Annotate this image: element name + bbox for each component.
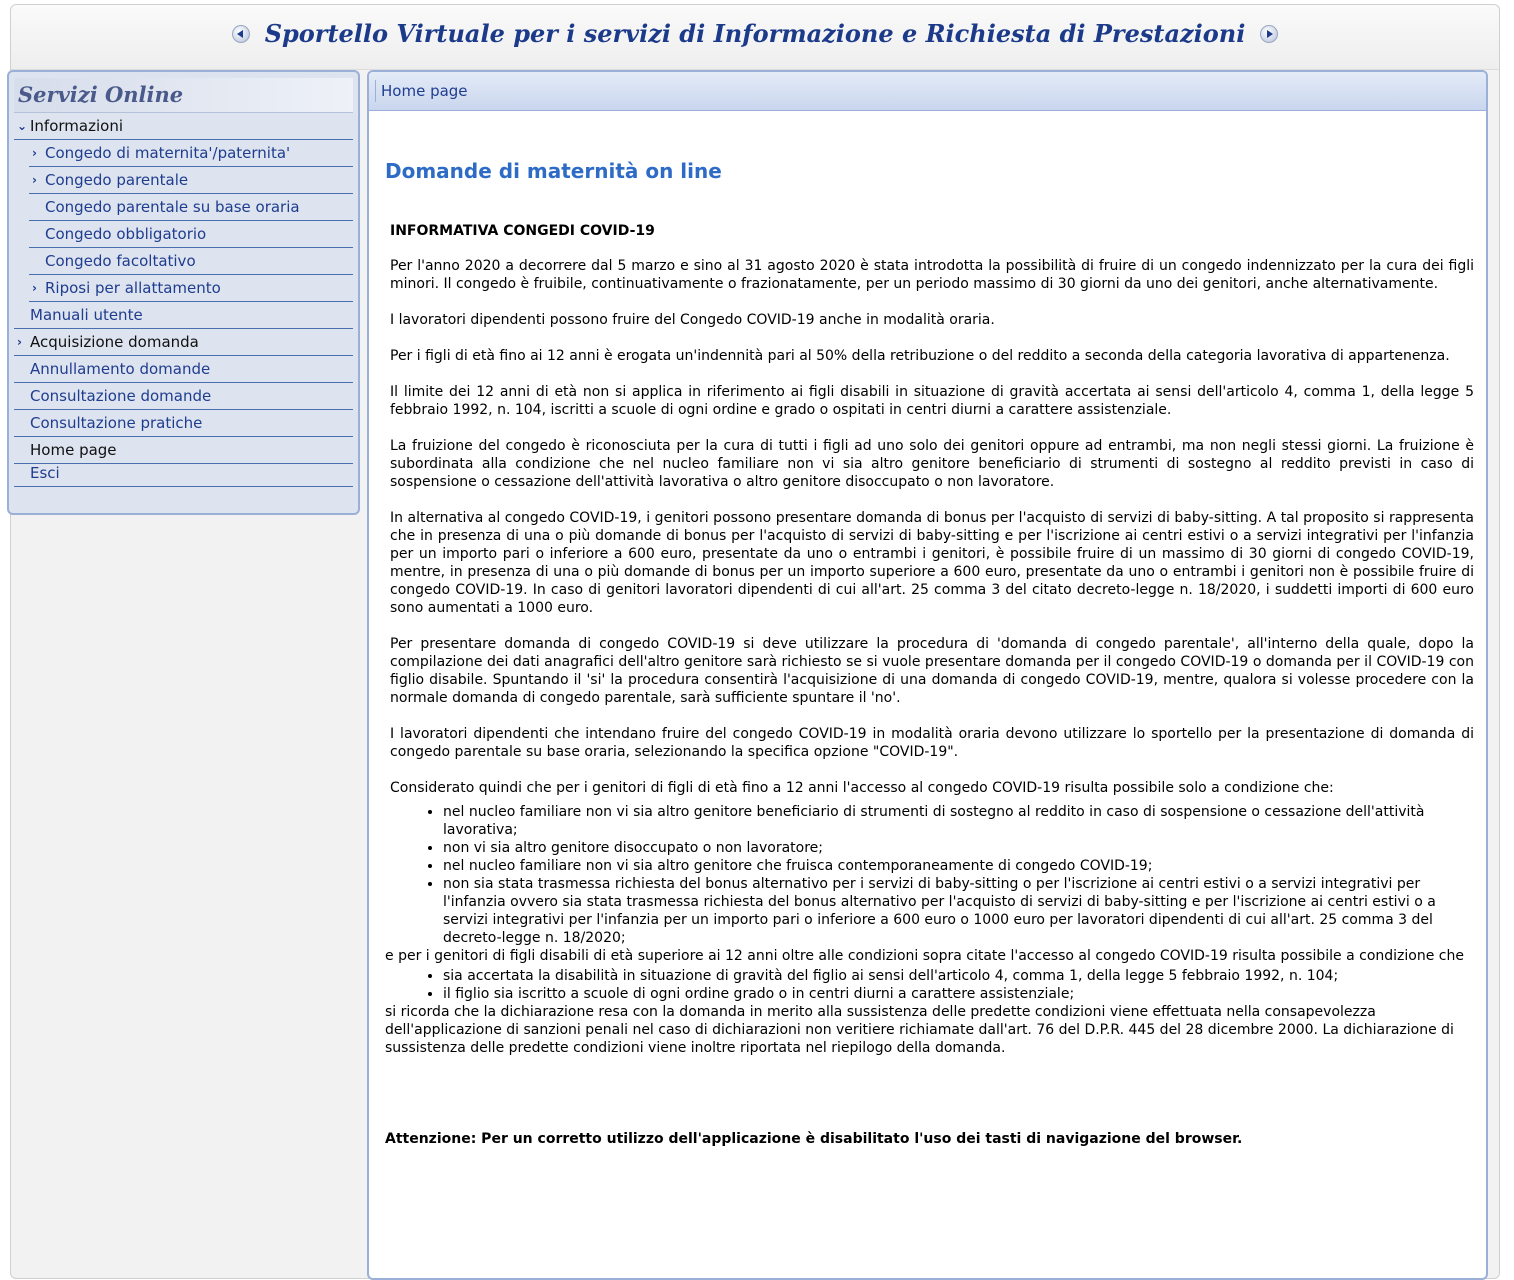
chevron-right-icon[interactable] xyxy=(1260,25,1278,43)
sidebar-item-label: Esci xyxy=(30,464,60,482)
paragraph: Per l'anno 2020 a decorrere dal 5 marzo e sino al 31 agosto 2020 è stata introdotta la possibilità di fruire di un congedo indennizzato per la cura dei figli minori. Il congedo è fruibile, continuativamente o frazionatamente, per un periodo massimo di 30 giorni da uno dei genitori, anche alternativamente. xyxy=(390,258,1474,292)
chevron-right-icon: › xyxy=(32,281,37,295)
sidebar-item-esci[interactable] xyxy=(14,464,353,487)
list-item: • non sia stata trasmessa richiesta del bonus alternativo per i servizi di baby-sitting o per l'iscrizione ai centri estivi o a servizi integrativi per l'infanzia ovvero sia stata trasmessa richiesta del bonus alternativo per l'acquisto di servizi di baby-sitting e per l'iscrizione ai centri estivi o a servizi integrativi per l'infanzia per un importo pari o inferiore a 600 euro o 1000 euro per lavoratori dipendenti di cui all'art. 25 comma 3 del decreto-legge n. 18/2020; xyxy=(443,875,1474,947)
sidebar-item-consultazione-pratiche[interactable] xyxy=(14,410,353,437)
sidebar-item-label: Congedo parentale su base oraria xyxy=(45,198,300,216)
chevron-right-icon: › xyxy=(32,173,37,187)
sidebar-item-home-page[interactable] xyxy=(14,437,353,464)
paragraph: I lavoratori dipendenti possono fruire del Congedo COVID-19 anche in modalità oraria. xyxy=(390,312,995,328)
sidebar-item-consultazione-domande[interactable] xyxy=(14,383,353,410)
main-panel xyxy=(367,70,1488,1280)
sidebar-item-label: Annullamento domande xyxy=(30,360,211,378)
list-item: • sia accertata la disabilità in situazione di gravità del figlio ai sensi dell'articolo 4, comma 1, della legge 5 febbraio 1992, n. 104; xyxy=(443,967,1474,985)
sidebar-item-label: Manuali utente xyxy=(30,306,143,324)
disabled-intro: e per i genitori di figli disabili di età superiore ai 12 anni oltre alle condizioni sopra citate l'accesso al congedo COVID-19 risulta possibile a condizione che xyxy=(385,948,1464,964)
chevron-right-icon: › xyxy=(32,146,37,160)
sidebar-title: Servizi Online xyxy=(14,78,353,113)
paragraph: In alternativa al congedo COVID-19, i genitori possono presentare domanda di bonus per l'acquisto di servizi di baby-sitting. A tal proposito si rappresenta che in presenza di una o più domande di bonus per l'acquisto di servizi di baby-sitting e per l'iscrizione ai centri estivi o a servizi integrativi per l'infanzia per un importo pari o inferiore a 600 euro, presentate da uno o entrambi i genitori, è possibile fruire di un massimo di 30 giorni di congedo COVID-19, mentre, in presenza di una o più domande di bonus per un importo superiore a 600 euro, presentate da uno o entrambi i genitori non è possibile fruire di congedo COVID-19. In caso di genitori lavoratori dipendenti di cui all'art. 25 comma 3 del citato decreto-legge n. 18/2020, i suddetti importi di 600 euro sono aumentati a 1000 euro. xyxy=(390,510,1474,616)
warning-message: Attenzione: Per un corretto utilizzo dell'applicazione è disabilitato l'uso dei tasti di navigazione del browser. xyxy=(385,1131,1243,1147)
list-item: • il figlio sia iscritto a scuole di ogni ordine grado o in centri diurni a carattere assistenziale; xyxy=(443,985,1474,1003)
sidebar-item-label: Congedo facoltativo xyxy=(45,252,196,270)
sidebar-item-informazioni[interactable] xyxy=(14,113,353,140)
sidebar-item-riposi-allattamento[interactable] xyxy=(29,275,353,302)
header-banner xyxy=(11,5,1499,70)
sidebar-item-label: Congedo di maternita'/paternita' xyxy=(45,144,291,162)
paragraph: Per i figli di età fino ai 12 anni è erogata un'indennità pari al 50% della retribuzione o del reddito a seconda della categoria lavorativa di appartenenza. xyxy=(390,348,1450,364)
sidebar-item-congedo-parentale-oraria[interactable] xyxy=(29,194,353,221)
sidebar-item-annullamento-domande[interactable] xyxy=(14,356,353,383)
declaration: si ricorda che la dichiarazione resa con la domanda in merito alla sussistenza delle predette condizioni viene effettuata nella consapevolezza dell'applicazione di sanzioni penali nel caso di dichiarazioni non veritiere richiamate dall'art. 76 del D.P.R. 445 del 28 dicembre 2000. La dichiarazione di sussistenza delle predette condizioni viene inoltre riportata nel riepilogo della domanda. xyxy=(385,1004,1454,1056)
list-item: • nel nucleo familiare non vi sia altro genitore beneficiario di strumenti di sostegno al reddito in caso di sospensione o cessazione dell'attività lavorativa; xyxy=(443,803,1474,839)
sidebar-item-label: Consultazione pratiche xyxy=(30,414,203,432)
chevron-right-icon: › xyxy=(17,335,22,349)
paragraph: I lavoratori dipendenti che intendano fruire del congedo COVID-19 in modalità oraria devono utilizzare lo sportello per la presentazione di domanda di congedo parentale su base oraria, selezionando la specifica opzione "COVID-19". xyxy=(390,726,1474,760)
conditions-list xyxy=(385,803,1474,947)
paragraph: Il limite dei 12 anni di età non si applica in riferimento ai figli disabili in situazione di gravità accertata ai sensi dell'articolo 4, comma 1, della legge 5 febbraio 1992, n. 104, iscritti a scuole di ogni ordine e grado o ospitati in centri diurni a carattere assistenziale. xyxy=(390,384,1474,418)
chevron-down-icon: ⌄ xyxy=(17,119,28,133)
paragraph: Per presentare domanda di congedo COVID-19 si deve utilizzare la procedura di 'domanda di congedo parentale', all'interno della quale, dopo la compilazione dei dati anagrafici dell'altro genitore sarà richiesto se si vuole presentare domanda per il congedo COVID-19 o domanda per il COVID-19 con figlio disabile. Spuntando il 'si' la procedura consentirà l'acquisizione di una domanda di congedo COVID-19, mentre, qualora si volesse procedere con la normale domanda di congedo parentale, sarà sufficiente spuntare il 'no'. xyxy=(390,636,1474,706)
sidebar-item-label: Congedo obbligatorio xyxy=(45,225,207,243)
list-item: • non vi sia altro genitore disoccupato o non lavoratore; xyxy=(443,839,1474,857)
sidebar-item-congedo-facoltativo[interactable] xyxy=(29,248,353,275)
breadcrumb xyxy=(369,72,1486,111)
paragraph: La fruizione del congedo è riconosciuta per la cura di tutti i figli ad uno solo dei genitori oppure ad entrambi, ma non negli stessi giorni. La fruizione è subordinata alla condizione che nel nucleo familiare non vi sia altro genitore beneficiario di strumenti di sostegno al reddito previsti in caso di sospensione o cessazione dell'attività lavorativa o altro genitore disoccupato o non lavoratore. xyxy=(390,438,1474,490)
sidebar-item-acquisizione-domanda[interactable] xyxy=(14,329,353,356)
page-title: Domande di maternità on line xyxy=(385,159,722,183)
sidebar-item-label: Consultazione domande xyxy=(30,387,212,405)
breadcrumb-home-page[interactable]: Home page xyxy=(381,82,468,100)
sidebar-menu xyxy=(9,113,358,487)
sidebar xyxy=(7,70,360,515)
main-content xyxy=(369,159,1486,1147)
sidebar-item-label: Home page xyxy=(30,441,117,459)
sidebar-item-congedo-obbligatorio[interactable] xyxy=(29,221,353,248)
sidebar-item-label: Congedo parentale xyxy=(45,171,189,189)
sidebar-item-label: Riposi per allattamento xyxy=(45,279,221,297)
header-title: Sportello Virtuale per i servizi di Informazione e Richiesta di Prestazioni xyxy=(264,19,1246,48)
disabled-conditions-list xyxy=(385,967,1474,1003)
chevron-left-icon[interactable] xyxy=(232,25,250,43)
sidebar-item-congedo-maternita[interactable] xyxy=(29,140,353,167)
section-title: INFORMATIVA CONGEDI COVID-19 xyxy=(390,223,655,239)
sidebar-item-label: Acquisizione domanda xyxy=(30,333,199,351)
sidebar-item-congedo-parentale[interactable] xyxy=(29,167,353,194)
list-item: • nel nucleo familiare non vi sia altro genitore che fruisca contemporaneamente di congedo COVID-19; xyxy=(443,857,1474,875)
sidebar-item-label: Informazioni xyxy=(30,117,123,135)
sidebar-item-manuali-utente[interactable] xyxy=(14,302,353,329)
conditions-intro: Considerato quindi che per i genitori di figli di età fino a 12 anni l'accesso al congedo COVID-19 risulta possibile solo a condizione che: xyxy=(390,780,1334,796)
